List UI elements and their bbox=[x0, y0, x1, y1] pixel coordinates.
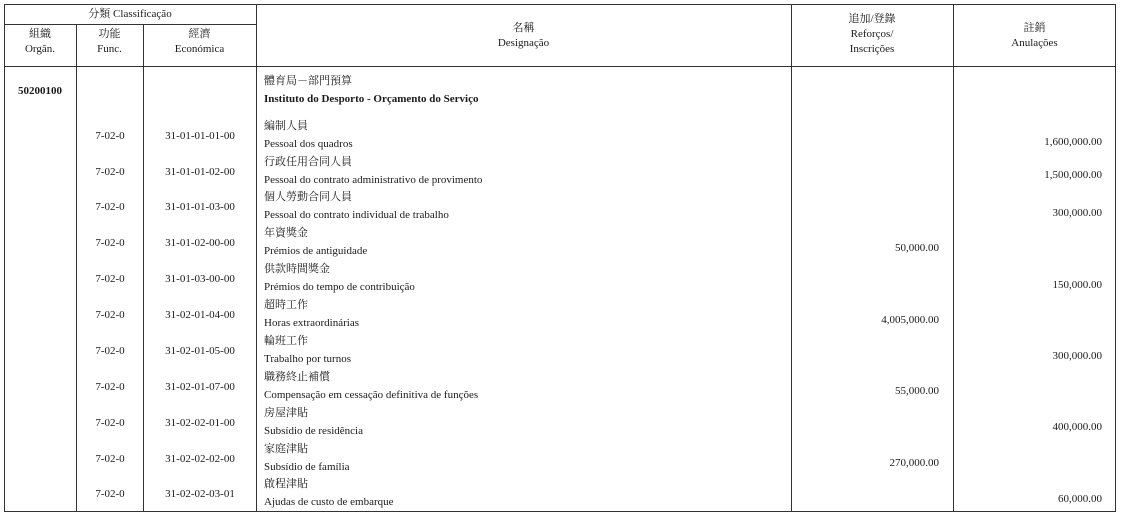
annulment-amount: 400,000.00 bbox=[1052, 421, 1102, 433]
designation-zh: 供款時間獎金 bbox=[264, 263, 330, 275]
designation-zh: 超時工作 bbox=[264, 299, 308, 311]
annulments-header: 註銷 Anulações bbox=[1011, 22, 1058, 49]
func-code: 7-02-0 bbox=[95, 166, 125, 178]
table-frame bbox=[4, 4, 1116, 512]
designation-pt: Subsídio de família bbox=[264, 461, 350, 473]
reinforcement-amount: 4,005,000.00 bbox=[881, 314, 939, 326]
designation-zh: 輪班工作 bbox=[264, 335, 308, 347]
econ-code: 31-02-02-01-00 bbox=[165, 417, 235, 429]
column-divider bbox=[256, 4, 257, 512]
func-code: 7-02-0 bbox=[95, 273, 125, 285]
classification-header: 分類 Classificação bbox=[88, 8, 172, 20]
designation-zh: 房屋津貼 bbox=[264, 407, 308, 419]
econ-code: 31-02-02-03-01 bbox=[165, 488, 235, 500]
func-code: 7-02-0 bbox=[95, 345, 125, 357]
econ-code: 31-01-01-02-00 bbox=[165, 166, 235, 178]
header-divider bbox=[4, 66, 1116, 67]
designation-pt: Subsídio de residência bbox=[264, 425, 363, 437]
designation-zh: 啟程津貼 bbox=[264, 478, 308, 490]
reinforcement-amount: 55,000.00 bbox=[895, 385, 939, 397]
designation-pt: Prémios do tempo de contribuição bbox=[264, 281, 415, 293]
econ-code: 31-02-02-02-00 bbox=[165, 453, 235, 465]
designation-zh: 行政任用合同人員 bbox=[264, 156, 352, 168]
func-code: 7-02-0 bbox=[95, 130, 125, 142]
annulment-amount: 300,000.00 bbox=[1052, 207, 1102, 219]
func-code: 7-02-0 bbox=[95, 309, 125, 321]
econ-code: 31-01-01-03-00 bbox=[165, 201, 235, 213]
func-code: 7-02-0 bbox=[95, 488, 125, 500]
econ-code: 31-01-02-00-00 bbox=[165, 237, 235, 249]
annulment-amount: 150,000.00 bbox=[1052, 279, 1102, 291]
func-code: 7-02-0 bbox=[95, 381, 125, 393]
econ-code: 31-02-01-05-00 bbox=[165, 345, 235, 357]
econ-header: 經濟 Económica bbox=[174, 28, 225, 55]
annulment-amount: 1,500,000.00 bbox=[1044, 169, 1102, 181]
designation-zh: 編制人員 bbox=[264, 120, 308, 132]
column-divider bbox=[953, 4, 954, 512]
reinforcement-amount: 270,000.00 bbox=[889, 457, 939, 469]
designation-pt: Pessoal do contrato individual de trabalho bbox=[264, 209, 449, 221]
econ-code: 31-01-03-00-00 bbox=[165, 273, 235, 285]
org-header: 組織 Orgân. bbox=[24, 28, 56, 55]
designation-pt: Compensação em cessação definitiva de funções bbox=[264, 389, 479, 401]
reinforcement-amount: 50,000.00 bbox=[895, 242, 939, 254]
designation-pt: Ajudas de custo de embarque bbox=[264, 496, 394, 508]
designation-pt: Prémios de antiguidade bbox=[264, 245, 368, 257]
econ-code: 31-02-01-07-00 bbox=[165, 381, 235, 393]
annulment-amount: 1,600,000.00 bbox=[1044, 136, 1102, 148]
column-divider bbox=[76, 24, 77, 512]
designation-zh: 個人勞動合同人員 bbox=[264, 191, 352, 203]
designation-pt: Horas extraordinárias bbox=[264, 317, 359, 329]
designation-pt: Trabalho por turnos bbox=[264, 353, 351, 365]
func-header: 功能 Func. bbox=[97, 28, 122, 55]
func-code: 7-02-0 bbox=[95, 201, 125, 213]
classification-divider bbox=[4, 24, 256, 25]
reinforcements-header: 追加/登錄 Reforços/ Inscrições bbox=[848, 13, 896, 55]
designation-pt: Pessoal do contrato administrativo de provimento bbox=[264, 174, 483, 186]
organ-name-zh: 體育局－部門預算 bbox=[264, 75, 352, 87]
designation-header: 名稱 Designação bbox=[497, 22, 550, 49]
organ-code: 50200100 bbox=[18, 85, 62, 97]
func-code: 7-02-0 bbox=[95, 417, 125, 429]
designation-pt: Pessoal dos quadros bbox=[264, 138, 353, 150]
func-code: 7-02-0 bbox=[95, 453, 125, 465]
econ-code: 31-01-01-01-00 bbox=[165, 130, 235, 142]
budget-table bbox=[4, 4, 1116, 512]
designation-zh: 家庭津貼 bbox=[264, 443, 308, 455]
designation-zh: 職務終止補償 bbox=[264, 371, 330, 383]
column-divider bbox=[143, 24, 144, 512]
econ-code: 31-02-01-04-00 bbox=[165, 309, 235, 321]
func-code: 7-02-0 bbox=[95, 237, 125, 249]
annulment-amount: 300,000.00 bbox=[1052, 350, 1102, 362]
annulment-amount: 60,000.00 bbox=[1058, 493, 1102, 505]
designation-zh: 年資獎金 bbox=[264, 227, 308, 239]
column-divider bbox=[791, 4, 792, 512]
organ-name-pt: Instituto do Desporto - Orçamento do Serviço bbox=[264, 93, 479, 105]
